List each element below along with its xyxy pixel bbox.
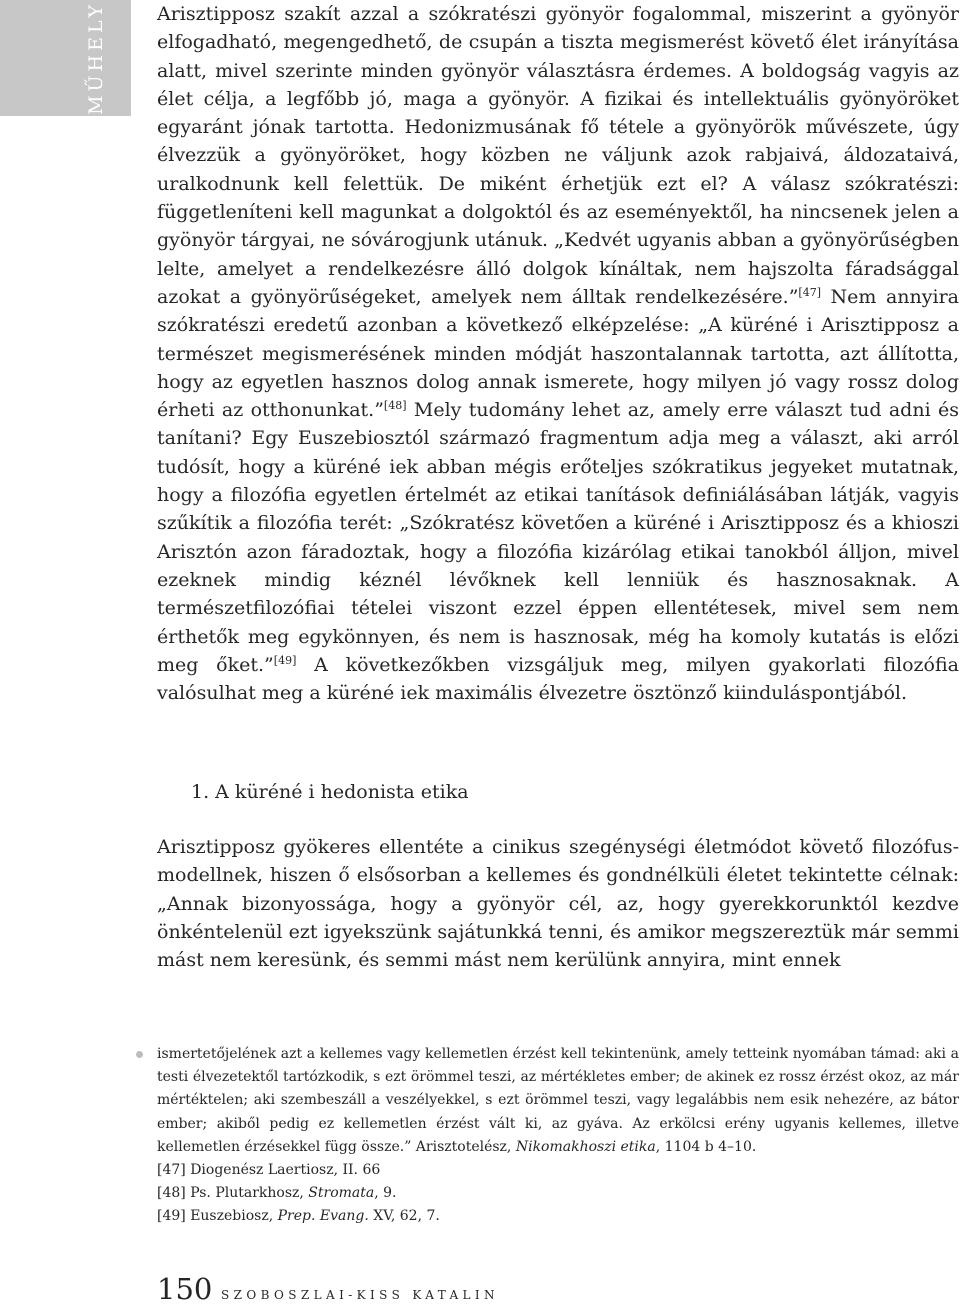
footnote-continued (157, 1043, 959, 1159)
paragraph-1-part-2: Nem annyira szókratészi eredetű azonban a következő elképzelése: „A küréné i Arisztipposz a természet megismerésének minden módját haszontalannak tartotta, azt állította, hogy az egyetlen hasznos dolog annak ismerete, hogy milyen jó vagy rossz dolog érheti az otthonunkat.” (157, 285, 959, 422)
body-paragraph-2: Arisztipposz gyökeres ellentéte a cinikus szegénységi életmódot követő filozófusmodellnek, hiszen ő elsősorban a kellemes és gondnélküli életet tekintette célnak: „Annak bizonyossága, hogy a gyönyör cél, az, hogy gyerekkorunktól kezdve önkéntelenül ezt igyekszünk sajátunkká tenni, és amikor megszereztük már semmi mást nem keresünk, és semmi mást nem kerülünk annyira, mint ennek (157, 836, 959, 972)
footnotes (157, 1043, 959, 1229)
footnote-48-title: Stromata (308, 1185, 375, 1202)
footnote-continued-title: Nikomakhoszi etika (515, 1138, 656, 1155)
paragraph-1-part-1: Arisztipposz szakít azzal a szókratészi gyönyör fogalommal, miszerint a gyönyör elfogadható, megengedhető, de csupán a tiszta megismerést követő élet irányítása alatt, mivel szerinte minden gyönyör választásra érdemes. A boldogság vagyis az élet célja, a legfőbb jó, maga a gyönyör. A fizikai és intellektuális gyönyöröket egyaránt jónak tartotta. Hedonizmusának fő tétele a gyönyörök művészete, úgy élvezzük a gyönyöröket, hogy közben ne váljunk azok rabjaivá, áldozataivá, uralkodnunk kell felettük. De miként érhetjük ezt el? A válasz szókratészi: függetleníteni kell magunkat a dolgoktól és az eseményektől, ha nincsenek jelen a gyönyör tárgyai, ne sóvárogjunk utánuk. „Kedvét ugyanis abban a gyönyörűségben lelte, amelyet a rendelkezésre álló dolgok kínáltak, nem hajszolta fáradsággal azokat a gyönyörűségeket, amelyek nem álltak rendelkezésére.” (157, 3, 959, 308)
section-heading: 1. A küréné i hedonista etika (191, 781, 469, 803)
page-number: 150 (157, 1272, 213, 1306)
footnote-49 (157, 1205, 959, 1228)
footnote-continuation-bullet (136, 1051, 143, 1058)
footnote-ref-47[interactable]: [47] (798, 285, 822, 299)
running-author: SZOBOSZLAI-KISS KATALIN (221, 1288, 499, 1302)
footnote-48-text: [48] Ps. Plutarkhosz, (157, 1185, 304, 1202)
footnote-49-text: [49] Euszebiosz, (157, 1208, 274, 1225)
footnote-48 (157, 1182, 959, 1205)
paragraph-1-part-3: Mely tudomány lehet az, amely erre választ tud adni és tanítani? Egy Euszebiosztól származó fragmentum adja meg a választ, aki arról tudósít, hogy a küréné iek abban mégis erőteljes szókratikus jegyeket mutatnak, hogy a filozófia egyetlen értelmét az etikai tanítások definiálásában látják, vagyis szűkítik a filozófia terét: „Szókratész követően a küréné i Arisztipposz és a khioszi Arisztón azon fáradoztak, hogy a filozófia kizárólag etikai tanokból álljon, mivel ezeknek mindig kéznél lévőknek kell lenniük és hasznosaknak. A természetfilozófiai tételei viszont ezzel éppen ellentétesek, mivel sem nem érthetők meg egykönnyen, és nem is hasznosak, még ha komoly kutatás is előzi meg őket.” (157, 399, 959, 676)
footnote-48-end: , 9. (374, 1185, 397, 1202)
footnote-ref-48[interactable]: [48] (383, 399, 407, 413)
section-tab (0, 0, 131, 116)
footnote-49-end: XV, 62, 7. (368, 1208, 440, 1225)
paragraph-1-part-4: A következőkben vizsgáljuk meg, milyen gyakorlati filozófia valósulhat meg a küréné iek maximális élvezetre ösztönző kiinduláspontjából. (157, 653, 959, 705)
footnote-continued-text: ismertetőjelének azt a kellemes vagy kellemetlen érzést kell tekintenünk, amely tetteink nyomában támad: aki a testi élvezetektől tartózkodik, s ezt örömmel teszi, az mértékletes ember; de akinek ez rossz érzést okoz, az már mértéktelen; aki szembeszáll a veszélyekkel, s ezt örömmel teszi, vagy legalábbis nem esik nehezére, az bátor ember; akiből pedig ez kellemetlen érzést vált ki, az gyáva. Az erkölcsi erény ugyanis kellemes, illetve kellemetlen érzésekkel függ össze.” Arisztotelész, (157, 1046, 959, 1155)
footnote-ref-49[interactable]: [49] (273, 653, 297, 667)
footnote-continued-end: , 1104 b 4–10. (655, 1138, 757, 1155)
footnote-47: [47] Diogenész Laertiosz, II. 66 (157, 1162, 381, 1179)
footnote-49-title: Prep. Evang. (277, 1208, 369, 1225)
body-paragraph-1 (157, 0, 959, 707)
section-tab-label: MŰHELY (85, 1, 107, 115)
